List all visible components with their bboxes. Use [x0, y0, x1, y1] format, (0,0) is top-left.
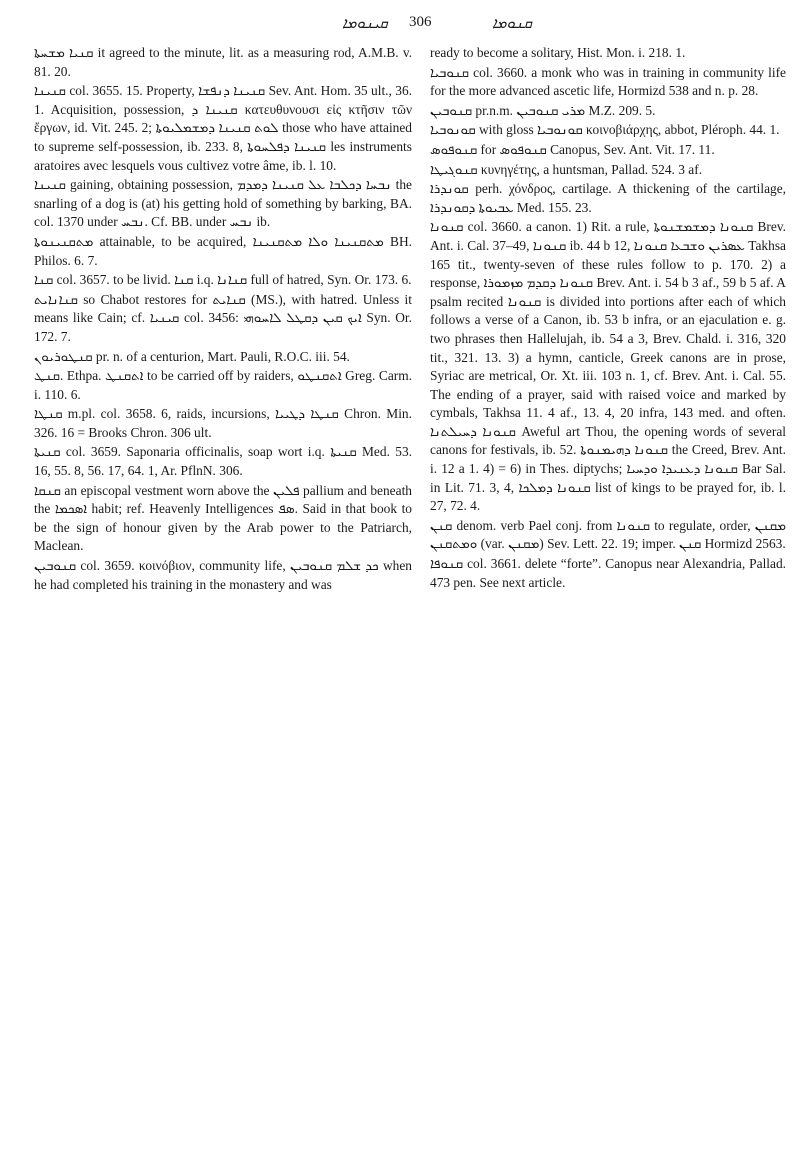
dictionary-entry: ܩܢܛܘܪܝܘܢ pr. n. of a centurion, Mart. Pauli, R.O.C. iii. 54. — [34, 348, 350, 364]
dictionary-entry: ܩܢܘܒܝܢ pr.n.m. ܡܪܝ ܩܢܘܒܝܢ M.Z. 209. 5. — [430, 102, 656, 118]
dictionary-entry: ܩܢܐܢܐܝܬ so Chabot restores for ܩܢܐܝܬ (MS.), with hatred. Unless it means like Cain; cf. ܩܝܢܝܐ col. 3456: ܐܝܟ ܩܝܢ ܕܩܛܠ ܠܐܚܘܗܝ Syn. Or. 172. 7. — [34, 291, 412, 344]
dictionary-entry: ܩܢܐ col. 3657. to be livid. ܩܢܐ i.q. ܩܢܐܢܐ full of hatred, Syn. Or. 173. 6. — [34, 272, 412, 288]
right-column — [430, 44, 786, 593]
dictionary-entry: ܩܢܝܬܐ col. 3659. Saponaria officinalis, soap wort i.q. ܩܢܝܬܐ Med. 53. 16, 55. 8, 56. 17, 64. 1, Ar. PflnN. 306. — [34, 444, 413, 479]
dictionary-entry: ܩܢܝܐ ܡܫܚܬܐ it agreed to the minute, lit. as a measuring rod, A.M.B. v. 81. 20. — [34, 45, 412, 79]
dictionary-entry: ܩܢܘܢܐ col. 3660. a canon. 1) Rit. a rule, ܩܢܘܢܐ ܕܡܫܡܫܢܘܬܐ Brev. Ant. i. Cal. 37–49, ܩܢܘܢܐ ib. 44 b 12, ܥܣܪܝܢ ܘܫܒܥܐ ܩܢܘܢܐ Takhsa 165 tit., twenty-seven of these rules follow to p. 170. 2) a response, ܩܢܘܢܐ ܕܩܕܡ ܡܙܡܘܪܐ Brev. Ant. i. 54 b 3 af., 59 b 5 af. A psalm recited ܩܢܘܢܐ is divided into portions after each of which follows a verse of a Canon, ib. 53 b infra, or an ejaculation e. g. two phrases then Hallelujah, ib. 54 a 3, Brev. Chald. i. 316, 320 tit., 321. 13. 3) a hymn, canticle, Greek canons are in prose, Syriac are metrical, Or. Xt. iii. 103 n. 1, cf. Brev. Ant. i. Cal. 55. The ending of a prayer, said with raised voice and marked by cymbals, Takhsa 11. 4 af., 13. 4, 20 infra, 143 med. and often. ܩܢܘܢܐ ܕܚܝܠܬܢܐ Aweful art Thou, the opening words of several canons for festivals, ib. 52. ܩܢܘܢܐ ܕܗܝܡܢܘܬܐ the Creed, Brev. Ant. i. 12 a 1. 4) = 6) in Thes. diptychs; ܩܢܘܢܐ ܕܥܢܝܕܐ ܘܕܚܝܐ Bar Sal. in Lit. 71. 3, 4, ܩܢܘܢܐ ܕܡܠܟܐ list of kings to be prayed for, ib. l. 27, 72. 4. — [430, 219, 787, 514]
dictionary-entry: ܩܢܛܐ m.pl. col. 3658. 6, raids, incursions, ܩܢܛܐ ܕܛܝܝܐ Chron. Min. 326. 16 = Brooks Chron. 306 ult. — [34, 406, 412, 440]
dictionary-entry: ready to become a solitary, Hist. Mon. i. 218. 1. — [430, 45, 686, 60]
dictionary-entry: ܩܢܘܓܝܛܐ κυνηγέτης, a huntsman, Pallad. 524. 3 af. — [430, 161, 703, 177]
dictionary-entry: ܩܢܘܦܐ col. 3661. delete “forte”. Canopus near Alexandria, Pallad. 473 pen. See next article. — [430, 556, 786, 590]
running-header — [34, 14, 766, 36]
dictionary-entry: ܩܢܘܒܝܢ col. 3659. κοινόβιον, community life, ܟܕ ܫܠܡ ܩܢܘܒܝܢ when he had completed his training in the monastery and was — [34, 558, 412, 592]
page-number: 306 — [409, 14, 432, 30]
dictionary-entry: ܩܢܩܐ an episcopal vestment worn above the ܦܠܝܢ pallium and beneath the ܐܣܟܡܐ habit; ref. Heavenly Intelligences ܣܦ. Said in that book to be the sign of honour given by the Arab power to the Patriarch, Maclean. — [34, 482, 412, 554]
header-right-title: ܩܢܘܡܐ — [492, 14, 532, 32]
dictionary-entry: ܩܘܢܘܒܝܐ with gloss ܩܘܢܘܒܝܐ κοινοβιάρχης, abbot, Pléroph. 44. 1. — [430, 122, 780, 138]
dictionary-entry: ܩܢܘܒܝܐ col. 3660. a monk who was in training in community life for the more advanced ascetic life, Hormizd 538 and n. p. 28. — [430, 64, 786, 99]
dictionary-entry: ܩܢܝܢܐ gaining, obtaining possession, ܢܒܚܐ ܕܟܠܒܐ ܥܠ ܩܢܝܢܐ ܕܡܕܡ the snarling of a dog is (at) his getting hold of something by barking, BA. col. 1370 under ܢܒܚ. Cf. BB. under ܢܒܚ ib. — [34, 177, 412, 230]
dictionary-entry: ܡܬܩܢܝܢܘܬܐ attainable, to be acquired, ܡܬܩܢܝܢܐ ܘܠܐ ܡܬܩܢܝܢܐ BH. Philos. 6. 7. — [34, 233, 412, 268]
header-left-title: ܩܝܢܘܡܐ — [342, 14, 388, 32]
left-column — [34, 44, 412, 595]
dictionary-entry: ܩܢܘܦܘܣ for ܩܢܘܦܘܣ Canopus, Sev. Ant. Vit. 17. 11. — [430, 141, 715, 157]
dictionary-entry: ܩܢܛ. Ethpa. ܐܬܩܢܛ to be carried off by raiders, ܐܬܩܢܛܘ Greg. Carm. i. 110. 6. — [34, 368, 412, 402]
dictionary-entry: ܩܘܢܕܪܐ perh. χόνδρος, cartilage. A thickening of the cartilage, ܥܒܝܘܬܐ ܕܩܘܢܕܪܐ Med. 155. 23. — [430, 181, 786, 215]
dictionary-entry: ܩܢܝܢܐ col. 3655. 15. Property, ܩܢܝܢܐ ܕܢܦܫܐ Sev. Ant. Hom. 35 ult., 36. 1. Acquisition, possession, ܩܢܝܢܐ ܕ κατευθυνουσι εἰς κτῆσιν τῶν ἔργων, id. Vit. 245. 2; ܠܘܬ ܩܢܝܢܐ ܕܡܫܡܠܝܘܬܐ those who have attained to supreme self-possession, ib. 233. 8, ܩܢܝܢܐ ܕܦܠܚܘܬܐ les instruments aratoires avec lesquels vous cultivez votre âme, ib. l. 10. — [34, 83, 413, 173]
dictionary-entry: ܩܢܢ denom. verb Pael conj. from ܩܢܘܢܐ to regulate, order, ܡܩܢܢ ܘܡܬܩܢܢ (var. ܡܩܢܢ) Sev. Lett. 22. 19; imper. ܩܢܢ Hormizd 2563. — [430, 517, 786, 552]
